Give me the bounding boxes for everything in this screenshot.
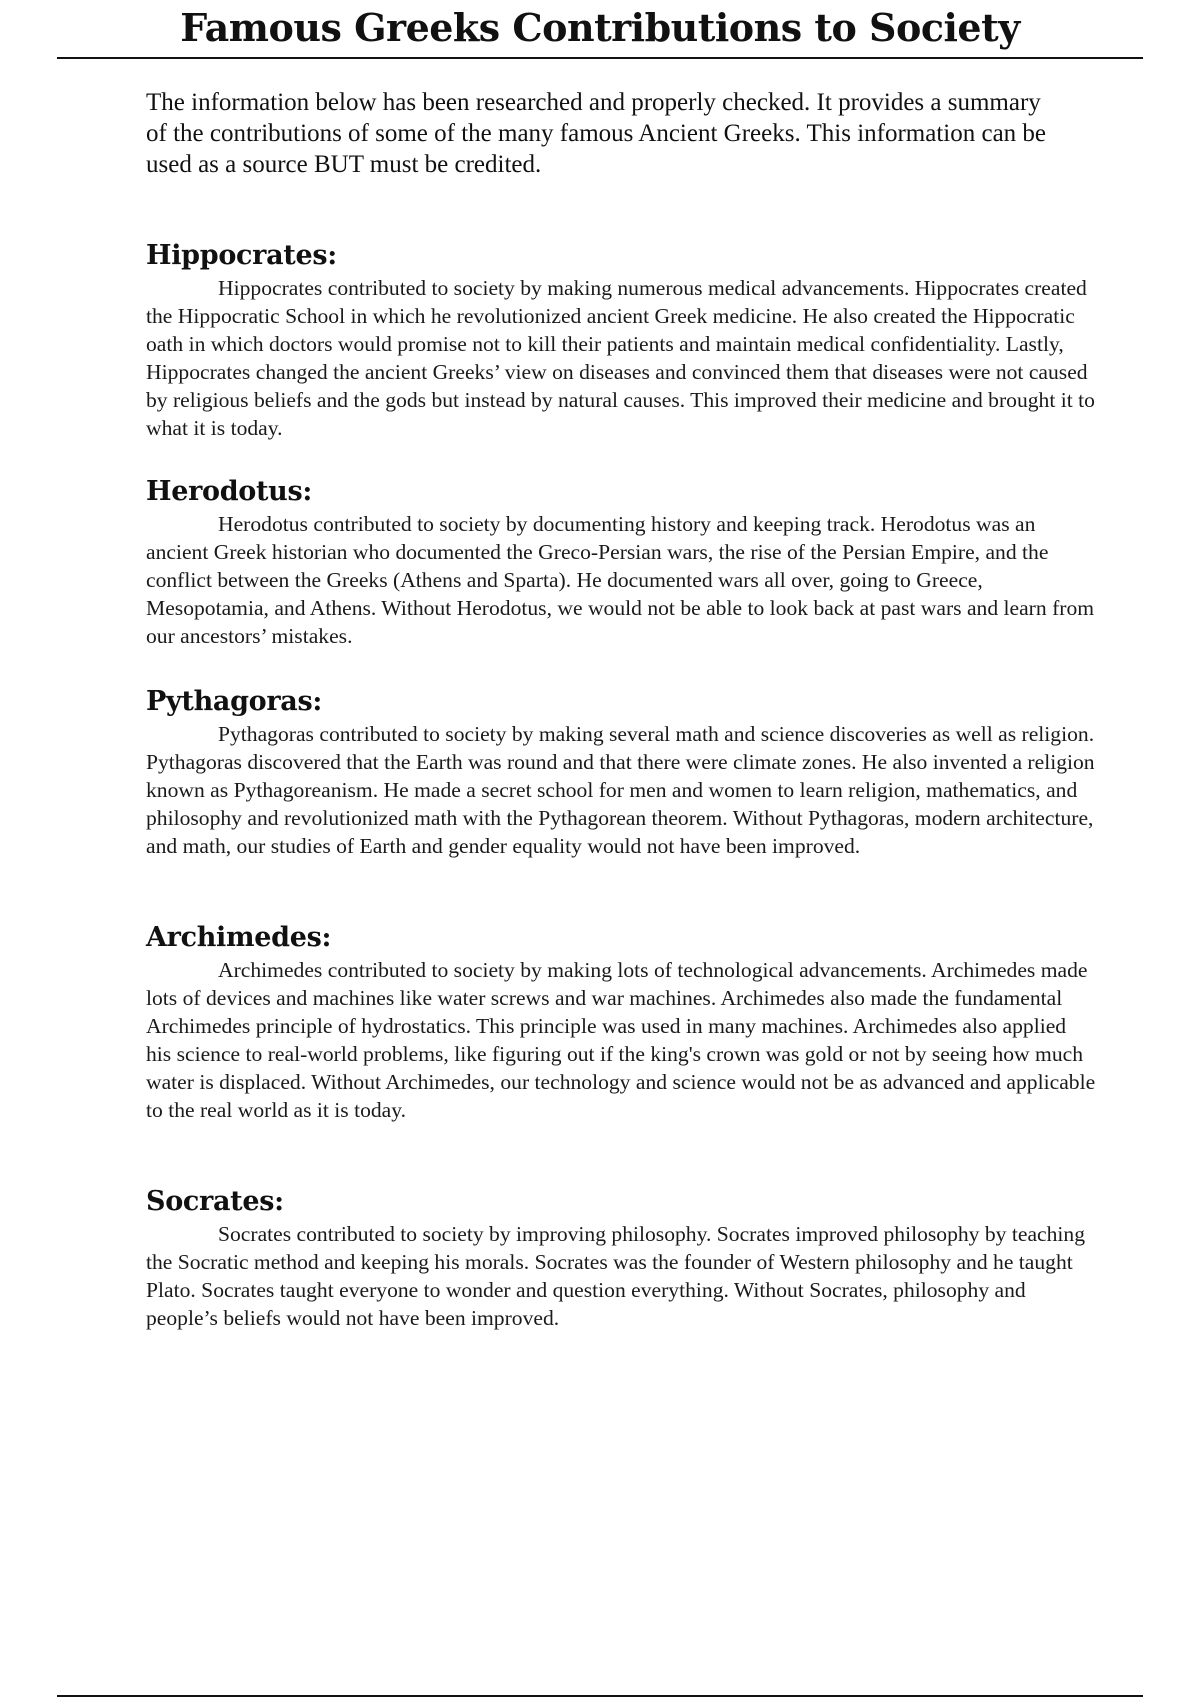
section-pythagoras [146,684,1096,860]
section-heading: Socrates: [146,1186,284,1217]
section-body: Herodotus contributed to society by documenting history and keeping track. Herodotus was an ancient Greek historian who documented the Greco-Persian wars, the rise of the Persian Empire, and the conflict between the Greeks (Athens and Sparta). He documented wars all over, going to Greece, Mesopotamia, and Athens. Without Herodotus, we would not be able to look back at past wars and learn from our ancestors’ mistakes. [146,512,1095,648]
intro-paragraph: The information below has been researched and properly checked. It provides a summary of the contributions of some of the many famous Ancient Greeks. This information can be used as a source BUT must be credited. [146,89,1047,178]
section-socrates [146,1184,1096,1332]
section-heading: Archimedes: [146,922,332,953]
section-body: Socrates contributed to society by improving philosophy. Socrates improved philosophy by teaching the Socratic method and keeping his morals. Socrates was the founder of Western philosophy and he taught Plato. Socrates taught everyone to wonder and question everything. Without Socrates, philosophy and people’s beliefs would not have been improved. [146,1222,1086,1330]
section-body: Pythagoras contributed to society by making several math and science discoveries as well as religion. Pythagoras discovered that the Earth was round and that there were climate zones. He also invented a religion known as Pythagoreanism. He made a secret school for men and women to learn religion, mathematics, and philosophy and revolutionized math with the Pythagorean theorem. Without Pythagoras, modern architecture, and math, our studies of Earth and gender equality would not have been improved. [146,722,1095,858]
section-archimedes [146,920,1096,1124]
title-divider [57,57,1143,59]
section-heading: Hippocrates: [146,240,337,271]
section-herodotus [146,474,1096,650]
section-body: Hippocrates contributed to society by making numerous medical advancements. Hippocrates created the Hippocratic School in which he revolutionized ancient Greek medicine. He also created the Hippocratic oath in which doctors would promise not to kill their patients and maintain medical confidentiality. Lastly, Hippocrates changed the ancient Greeks’ view on diseases and convinced them that diseases were not caused by religious beliefs and the gods but instead by natural causes. This improved their medicine and brought it to what it is today. [146,276,1095,440]
footer-divider [57,1695,1143,1697]
section-heading: Pythagoras: [146,686,323,717]
section-body: Archimedes contributed to society by making lots of technological advancements. Archimedes made lots of devices and machines like water screws and war machines. Archimedes also made the fundamental Archimedes principle of hydrostatics. This principle was used in many machines. Archimedes also applied his science to real-world problems, like figuring out if the king's crown was gold or not by seeing how much water is displaced. Without Archimedes, our technology and science would not be as advanced and applicable to the real world as it is today. [146,958,1096,1122]
page-title: Famous Greeks Contributions to Society [180,5,1020,50]
section-hippocrates [146,238,1096,442]
section-heading: Herodotus: [146,476,313,507]
